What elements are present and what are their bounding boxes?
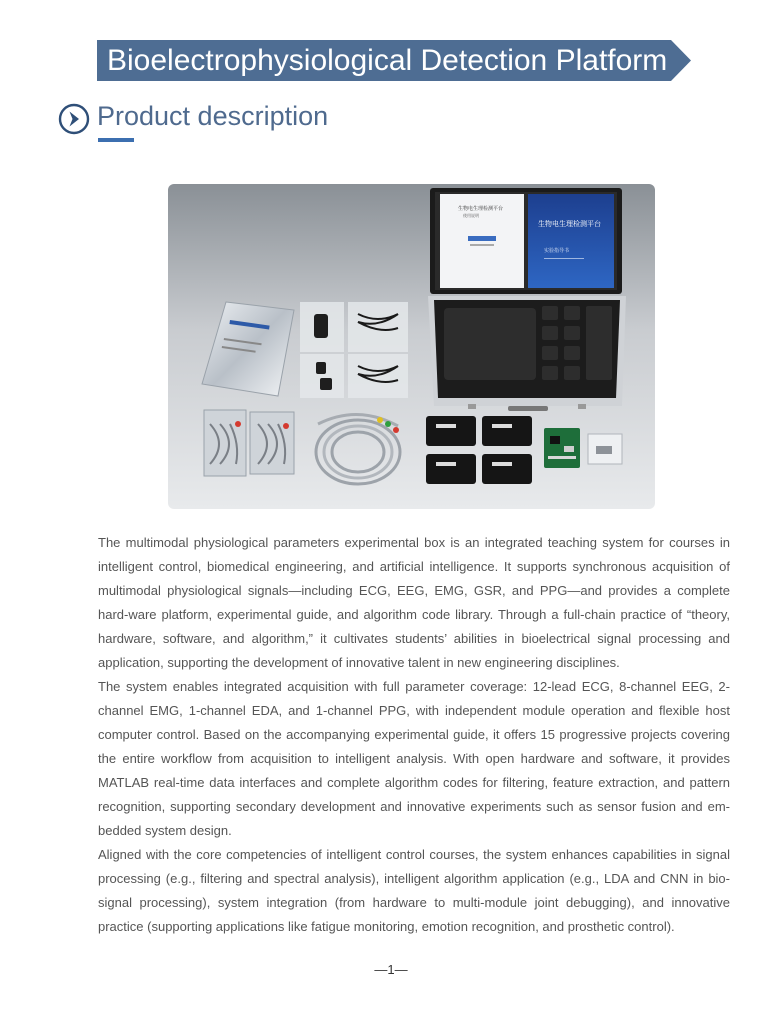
manual-subtitle-right: 实验指导书	[544, 248, 570, 254]
description-text	[98, 531, 730, 939]
title-banner	[97, 40, 691, 81]
product-photo	[168, 184, 655, 509]
case-base	[428, 296, 626, 411]
sensor-bag	[588, 434, 622, 464]
paragraph-overview: The multimodal physiological parameters experimental box is an integrated teaching system for courses in intelligent control, biomedical engineering, and artificial intelligence. It supports synchronous acquisition of multimodal physiological signals—including ECG, EEG, EMG, GSR, and PPG—and provides a complete hard-ware platform, experimental guide, and algorithm code library. Through a full-chain practice of “theory, hardware, software, and algorithm,” it cultivates students’ abilities in bioelectrical signal processing and application, supporting the development of innovative talent in new engineering disciplines.	[98, 535, 730, 670]
paragraph-acquisition: The system enables integrated acquisition with full parameter coverage: 12-lead ECG, 8-channel EEG, 2-channel EMG, 1-channel EDA, and 1-channel PPG, with independent module operation and flexible host computer control. Based on the accompanying experimental guide, it offers 15 progressive projects covering the entire workflow from acquisition to intelligent analysis. With open hardware and software, it provides MATLAB real-time data interfaces and complete algorithm codes for filtering, feature extraction, and pattern recognition, supporting secondary development and innovative experiments such as sensor fusion and em-bedded system design.	[98, 679, 730, 838]
paragraph-competencies: Aligned with the core competencies of intelligent control courses, the system enhances capabilities in signal processing (e.g., filtering and spectral analysis), intelligent algorithm application (e.g., LDA and CNN in bio-signal processing), system integration (from hardware to multi-module joint debugging), and innovative practice (supporting applications like fatigue monitoring, emotion recognition, and prosthetic control).	[98, 847, 730, 934]
section-title: Product description	[97, 101, 329, 131]
case-lid	[430, 188, 622, 294]
chevron-right-circle-icon	[58, 103, 90, 135]
circuit-board	[544, 428, 580, 468]
section-underline	[98, 138, 134, 142]
page-number: —1—	[374, 962, 408, 977]
page-title: Bioelectrophysiological Detection Platform	[107, 44, 668, 77]
manual-subtitle-left: 使用说明	[463, 213, 479, 218]
manual-title-left: 生物电生理检测平台	[458, 206, 504, 212]
manual-title-right: 生物电生理检测平台	[538, 220, 601, 228]
clip-bags	[300, 302, 408, 398]
